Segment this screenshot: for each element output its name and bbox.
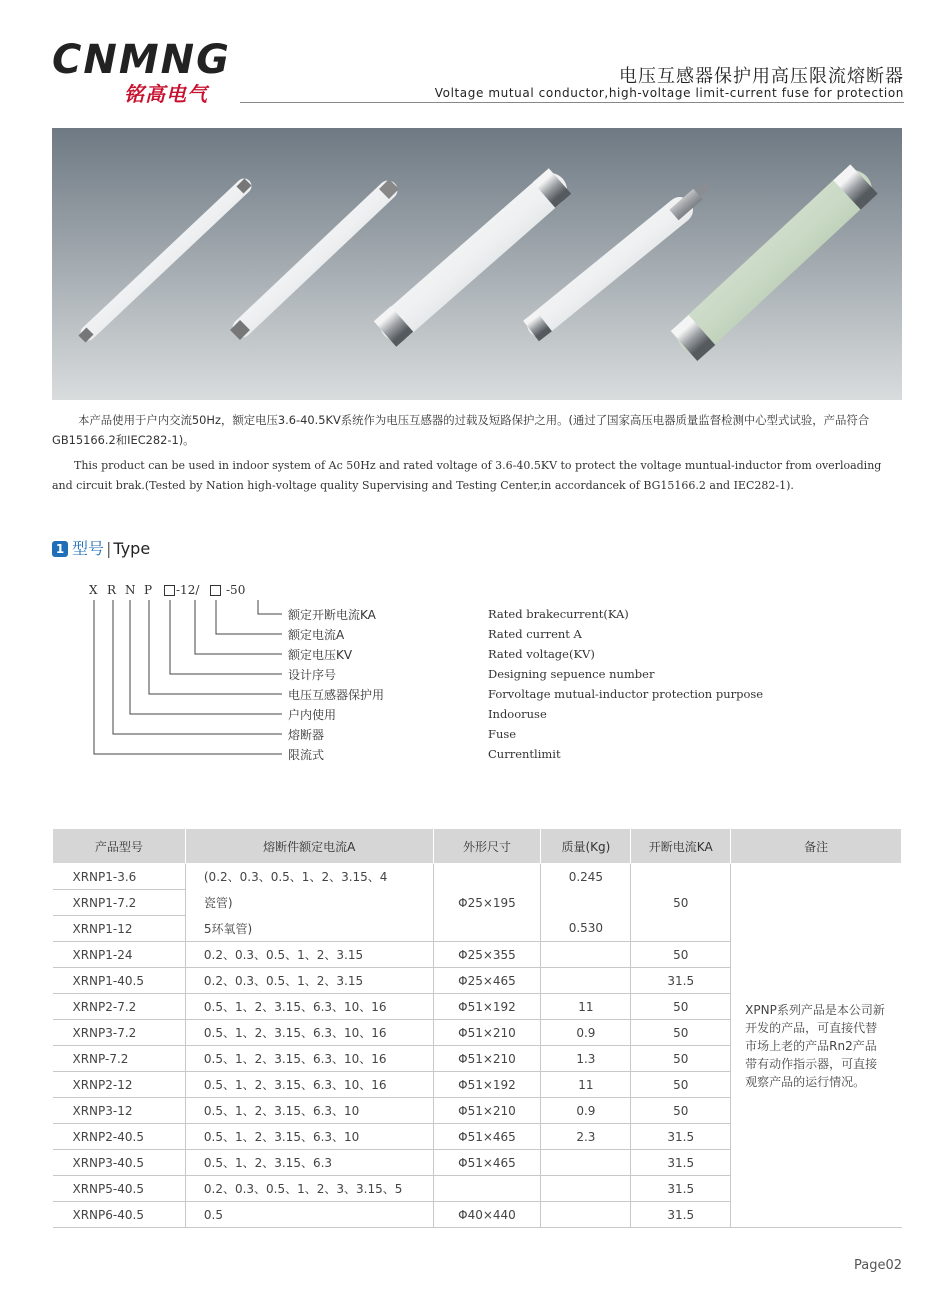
table-row xyxy=(53,864,902,890)
page-subtitle: Voltage mutual conductor,high-voltage limit-current fuse for protection xyxy=(434,86,904,100)
header-current: 熔断件额定电流A xyxy=(185,829,433,864)
type-code-diagram xyxy=(0,580,936,780)
cell-mass: 0.9 xyxy=(541,1098,631,1124)
cell-current: 5环氧管) xyxy=(185,916,433,942)
model-code-box-2 xyxy=(210,585,221,599)
cell-size: Φ25×465 xyxy=(433,968,541,994)
header-size: 外形尺寸 xyxy=(433,829,541,864)
cell-mass: 11 xyxy=(541,994,631,1020)
cell-breaking: 50 xyxy=(631,942,731,968)
section-title-cn: 型号 xyxy=(72,539,105,558)
legend-cn-3: 额定电压KV xyxy=(288,648,353,662)
cell-current: 0.2、0.3、0.5、1、2、3、3.15、5 xyxy=(185,1176,433,1202)
cell-size: Φ51×210 xyxy=(433,1046,541,1072)
cell-breaking: 31.5 xyxy=(631,1202,731,1228)
cell-size: Φ25×355 xyxy=(433,942,541,968)
cell-mass xyxy=(541,968,631,994)
model-code-p: P xyxy=(144,583,153,597)
legend-en-8: Currentlimit xyxy=(488,747,561,761)
table-header-row xyxy=(53,829,902,864)
cell-current: 0.2、0.3、0.5、1、2、3.15 xyxy=(185,968,433,994)
cell-mass: 2.3 xyxy=(541,1124,631,1150)
model-code-n: N xyxy=(125,583,136,597)
logo-chinese-text: 铭高电气 xyxy=(124,82,208,106)
section-title xyxy=(52,536,150,559)
cell-mass xyxy=(541,1176,631,1202)
cell-breaking: 50 xyxy=(631,994,731,1020)
cell-model: XRNP1-24 xyxy=(53,942,186,968)
cell-model: XRNP3-12 xyxy=(53,1098,186,1124)
cell-breaking: 50 xyxy=(631,1020,731,1046)
cell-current: 0.5、1、2、3.15、6.3 xyxy=(185,1150,433,1176)
model-code-dash-50: -50 xyxy=(226,583,246,597)
cell-current: 0.5、1、2、3.15、6.3、10 xyxy=(185,1124,433,1150)
cell-breaking: 31.5 xyxy=(631,968,731,994)
cell-mass: 11 xyxy=(541,1072,631,1098)
cell-model: XRNP3-40.5 xyxy=(53,1150,186,1176)
cell-size: Φ51×465 xyxy=(433,1150,541,1176)
section-number-badge: 1 xyxy=(52,541,68,557)
header-breaking: 开断电流KA xyxy=(631,829,731,864)
cell-mass: 0.9 xyxy=(541,1020,631,1046)
cell-current: 0.5 xyxy=(185,1202,433,1228)
cell-mass: 0.245 xyxy=(541,864,631,890)
cell-model: XRNP1-12 xyxy=(53,916,186,942)
intro-chinese: 本产品使用于户内交流50Hz，额定电压3.6-40.5KV系统作为电压互感器的过载及短路保护之用。(通过了国家高压电器质量监督检测中心型式试验，产品符合GB15166.2和IEC282-1)。 xyxy=(52,413,870,447)
cell-size: Φ25×195 xyxy=(433,864,541,942)
cell-breaking: 50 xyxy=(631,1046,731,1072)
legend-cn-1: 额定开断电流KA xyxy=(288,608,376,622)
cell-size: Φ51×465 xyxy=(433,1124,541,1150)
legend-cn-6: 户内使用 xyxy=(288,708,337,722)
cell-current: 0.2、0.3、0.5、1、2、3.15 xyxy=(185,942,433,968)
header-note: 备注 xyxy=(731,829,902,864)
legend-cn-4: 设计序号 xyxy=(288,668,337,682)
legend-cn-7: 熔断器 xyxy=(288,728,325,742)
cell-current: (0.2、0.3、0.5、1、2、3.15、4 xyxy=(185,864,433,890)
section-title-en: Type xyxy=(113,539,151,558)
cell-model: XRNP2-12 xyxy=(53,1072,186,1098)
cell-size: Φ40×440 xyxy=(433,1202,541,1228)
legend-en-3: Rated voltage(KV) xyxy=(488,647,595,661)
cell-current: 瓷管) xyxy=(185,890,433,916)
legend-cn-5: 电压互感器保护用 xyxy=(288,688,385,702)
cell-mass xyxy=(541,942,631,968)
cell-breaking: 50 xyxy=(631,1098,731,1124)
cell-size xyxy=(433,1176,541,1202)
page-title: 电压互感器保护用高压限流熔断器 xyxy=(619,66,904,87)
cell-note: XPNP系列产品是本公司新开发的产品，可直接代替市场上老的产品Rn2产品带有动作指示器，可直接观察产品的运行情况。 xyxy=(731,864,902,1228)
cell-model: XRNP6-40.5 xyxy=(53,1202,186,1228)
cell-model: XRNP1-7.2 xyxy=(53,890,186,916)
section-title-separator: | xyxy=(106,539,112,558)
header-divider xyxy=(240,102,904,103)
intro-english: This product can be used in indoor system of Ac 50Hz and rated voltage of 3.6-40.5KV to protect the voltage muntual-inductor from overloading and circuit brak.(Tested by Nation high-voltage quality Supervising and Testing Center,in accordancek of BG15166.2 and IEC282-1). xyxy=(52,459,882,492)
cell-mass: 0.530 xyxy=(541,916,631,942)
company-logo xyxy=(52,37,242,106)
spec-table xyxy=(52,828,902,1228)
cell-breaking: 31.5 xyxy=(631,1176,731,1202)
cell-current: 0.5、1、2、3.15、6.3、10、16 xyxy=(185,1072,433,1098)
model-code-r: R xyxy=(107,583,117,597)
cell-model: XRNP5-40.5 xyxy=(53,1176,186,1202)
legend-en-1: Rated brakecurrent(KA) xyxy=(488,607,629,621)
cell-current: 0.5、1、2、3.15、6.3、10、16 xyxy=(185,994,433,1020)
model-code-dash-12: -12/ xyxy=(176,583,200,597)
cell-model: XRNP-7.2 xyxy=(53,1046,186,1072)
cell-current: 0.5、1、2、3.15、6.3、10、16 xyxy=(185,1020,433,1046)
header-mass: 质量(Kg) xyxy=(541,829,631,864)
cell-size: Φ51×210 xyxy=(433,1020,541,1046)
cell-breaking: 50 xyxy=(631,864,731,942)
legend-cn-2: 额定电流A xyxy=(288,628,345,642)
cell-size: Φ51×210 xyxy=(433,1098,541,1124)
cell-current: 0.5、1、2、3.15、6.3、10、16 xyxy=(185,1046,433,1072)
cell-model: XRNP1-3.6 xyxy=(53,864,186,890)
logo-text: CNMNG xyxy=(52,37,231,83)
cell-breaking: 31.5 xyxy=(631,1150,731,1176)
cell-breaking: 50 xyxy=(631,1072,731,1098)
cell-size: Φ51×192 xyxy=(433,1072,541,1098)
cell-model: XRNP1-40.5 xyxy=(53,968,186,994)
model-code-box-1 xyxy=(164,585,175,599)
cell-mass xyxy=(541,1202,631,1228)
header-model: 产品型号 xyxy=(53,829,186,864)
cell-model: XRNP2-40.5 xyxy=(53,1124,186,1150)
legend-cn-8: 限流式 xyxy=(288,748,325,762)
legend-en-2: Rated current A xyxy=(488,627,582,641)
cell-mass: 1.3 xyxy=(541,1046,631,1072)
type-code-lines xyxy=(0,580,936,780)
legend-en-5: Forvoltage mutual-inductor protection purpose xyxy=(488,687,764,701)
cell-current: 0.5、1、2、3.15、6.3、10 xyxy=(185,1098,433,1124)
legend-en-6: Indooruse xyxy=(488,707,547,721)
cell-model: XRNP2-7.2 xyxy=(53,994,186,1020)
page-number: Page02 xyxy=(853,1258,902,1273)
cell-mass xyxy=(541,1150,631,1176)
legend-en-7: Fuse xyxy=(488,727,517,741)
model-code-x: X xyxy=(89,583,98,597)
cell-size: Φ51×192 xyxy=(433,994,541,1020)
cell-model: XRNP3-7.2 xyxy=(53,1020,186,1046)
legend-en-4: Designing sepuence number xyxy=(488,667,655,681)
cell-mass-empty xyxy=(541,890,631,916)
cell-breaking: 31.5 xyxy=(631,1124,731,1150)
product-photo xyxy=(52,128,902,400)
